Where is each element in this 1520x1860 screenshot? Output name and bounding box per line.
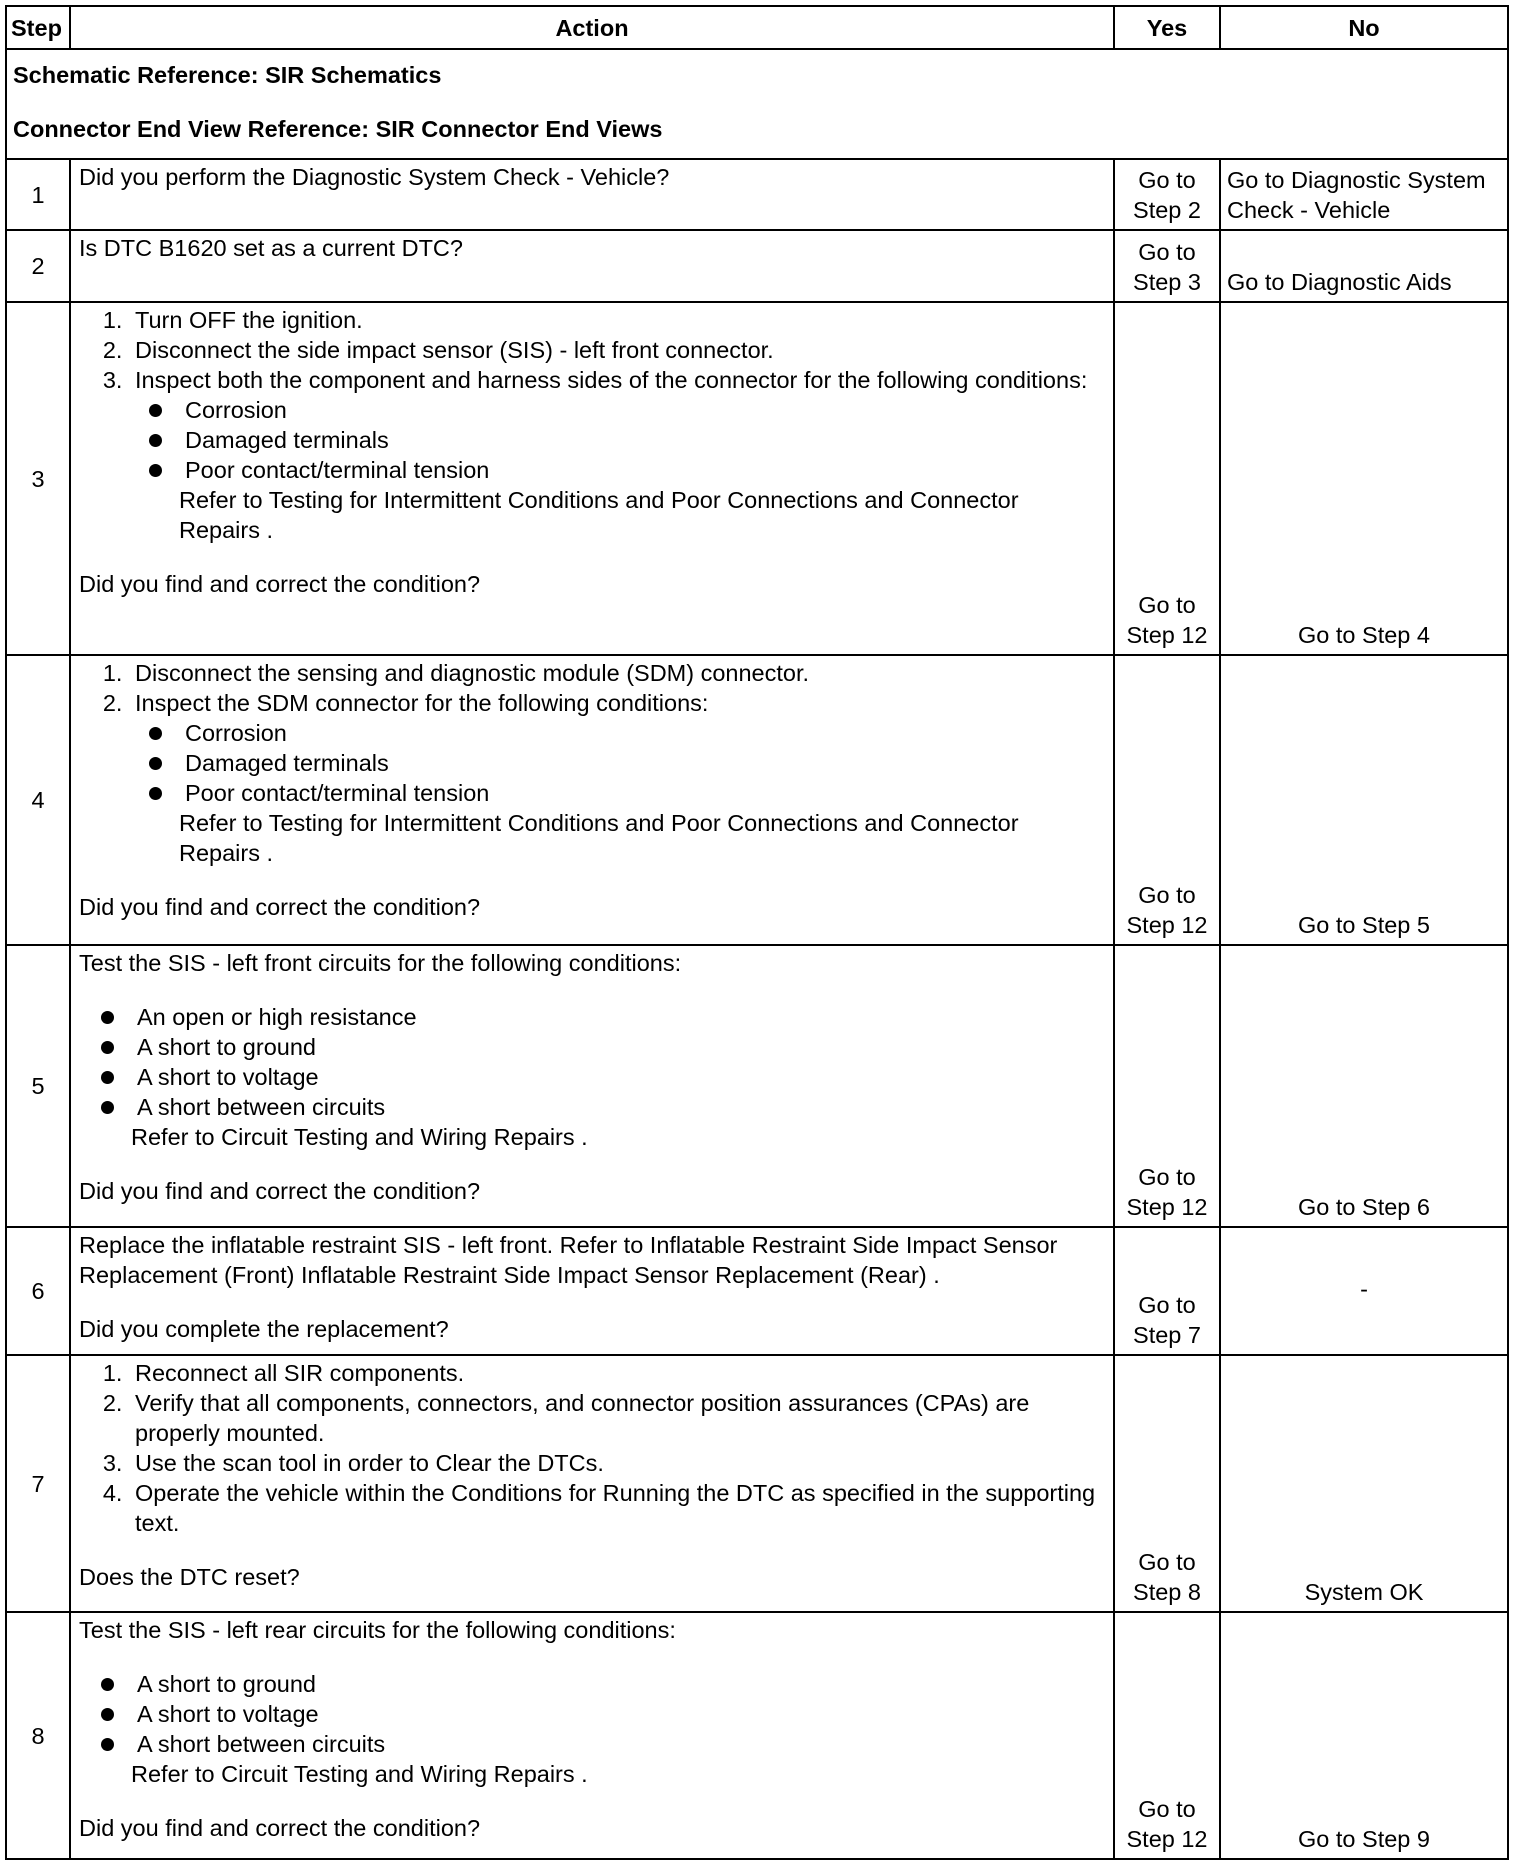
table-row [6, 1355, 1508, 1612]
header-step: Step [6, 6, 70, 49]
no-result: Go to Step 6 [1220, 945, 1508, 1227]
list-item: 4. Operate the vehicle within the Conditions for Running the DTC as specified in the supporting text. [129, 1478, 1105, 1538]
bullet-list [135, 395, 1105, 485]
bullet-item: Damaged terminals [179, 425, 1105, 455]
step-number: 5 [6, 945, 70, 1227]
list-item [129, 365, 1105, 545]
action-cell [70, 1612, 1114, 1859]
reference-cell [6, 49, 1508, 159]
action-cell [70, 1355, 1114, 1612]
intro-text: Test the SIS - left front circuits for the following conditions: [79, 950, 682, 976]
list-item: 1. Turn OFF the ignition. [129, 305, 1105, 335]
list-item [129, 688, 1105, 868]
refer-text: Refer to Circuit Testing and Wiring Repairs . [131, 1124, 588, 1150]
list-item: 1. Reconnect all SIR components. [129, 1358, 1105, 1388]
yes-result: Go to Step 12 [1114, 945, 1220, 1227]
header-no: No [1220, 6, 1508, 49]
header-row [6, 6, 1508, 49]
action-text: Is DTC B1620 set as a current DTC? [70, 230, 1114, 302]
schematic-reference: Schematic Reference: SIR Schematics [13, 62, 442, 88]
yes-result: Go to Step 8 [1114, 1355, 1220, 1612]
step-number: 8 [6, 1612, 70, 1859]
numbered-steps [79, 1358, 1105, 1538]
question-text: Did you find and correct the condition? [79, 1815, 481, 1841]
bullet-list [135, 718, 1105, 808]
bullet-item: A short to voltage [131, 1699, 1105, 1729]
diagnostic-table [5, 5, 1509, 1860]
question-text: Did you find and correct the condition? [79, 1178, 481, 1204]
bullet-item: A short to voltage [131, 1062, 1105, 1092]
question-text: Does the DTC reset? [79, 1564, 300, 1590]
table-row [6, 302, 1508, 655]
no-result: Go to Diagnostic Aids [1220, 230, 1508, 302]
action-text: Did you perform the Diagnostic System Check - Vehicle? [70, 159, 1114, 230]
yes-result: Go to Step 3 [1114, 230, 1220, 302]
step-number: 1 [6, 159, 70, 230]
action-cell [70, 1227, 1114, 1355]
numbered-steps [79, 658, 1105, 868]
table-row [6, 945, 1508, 1227]
no-result: Go to Step 4 [1220, 302, 1508, 655]
question-text: Did you find and correct the condition? [79, 571, 481, 597]
header-yes: Yes [1114, 6, 1220, 49]
refer-text: Refer to Testing for Intermittent Conditions and Poor Connections and Connector Repairs . [179, 810, 1019, 866]
numbered-steps [79, 305, 1105, 545]
action-cell [70, 945, 1114, 1227]
table-row [6, 1612, 1508, 1859]
intro-text: Replace the inflatable restraint SIS - left front. Refer to Inflatable Restraint Side Impact Sensor Replacement (Front) Inflatable Restraint Side Impact Sensor Replacement (Rear) . [79, 1232, 1058, 1288]
no-result: Go to Step 9 [1220, 1612, 1508, 1859]
step-number: 3 [6, 302, 70, 655]
list-item: 2. Disconnect the side impact sensor (SIS) - left front connector. [129, 335, 1105, 365]
no-result: - [1220, 1227, 1508, 1355]
list-item-text: Inspect both the component and harness sides of the connector for the following conditions: [135, 367, 1088, 393]
bullet-item: A short between circuits [131, 1729, 1105, 1759]
bullet-item: Damaged terminals [179, 748, 1105, 778]
bullet-item: Corrosion [179, 718, 1105, 748]
list-item: 1. Disconnect the sensing and diagnostic module (SDM) connector. [129, 658, 1105, 688]
header-action: Action [70, 6, 1114, 49]
step-number: 4 [6, 655, 70, 945]
yes-result: Go to Step 12 [1114, 655, 1220, 945]
step-number: 6 [6, 1227, 70, 1355]
step-number: 2 [6, 230, 70, 302]
list-item-text: Inspect the SDM connector for the following conditions: [135, 690, 709, 716]
list-item: 2. Verify that all components, connectors, and connector position assurances (CPAs) are properly mounted. [129, 1388, 1105, 1448]
bullet-item: A short to ground [131, 1032, 1105, 1062]
refer-text: Refer to Testing for Intermittent Conditions and Poor Connections and Connector Repairs . [179, 487, 1019, 543]
table-row [6, 1227, 1508, 1355]
question-text: Did you find and correct the condition? [79, 894, 481, 920]
intro-text: Test the SIS - left rear circuits for the following conditions: [79, 1617, 676, 1643]
bullet-list [79, 1002, 1105, 1122]
connector-reference: Connector End View Reference: SIR Connector End Views [13, 116, 663, 142]
yes-result: Go to Step 12 [1114, 1612, 1220, 1859]
table-row [6, 230, 1508, 302]
no-result: Go to Step 5 [1220, 655, 1508, 945]
bullet-item: An open or high resistance [131, 1002, 1105, 1032]
bullet-item: Poor contact/terminal tension [179, 455, 1105, 485]
bullet-item: Corrosion [179, 395, 1105, 425]
bullet-item: A short between circuits [131, 1092, 1105, 1122]
yes-result: Go to Step 2 [1114, 159, 1220, 230]
question-text: Did you complete the replacement? [79, 1316, 449, 1342]
step-number: 7 [6, 1355, 70, 1612]
no-result: System OK [1220, 1355, 1508, 1612]
bullet-item: Poor contact/terminal tension [179, 778, 1105, 808]
action-cell [70, 655, 1114, 945]
reference-row [6, 49, 1508, 159]
yes-result: Go to Step 7 [1114, 1227, 1220, 1355]
table-row [6, 159, 1508, 230]
refer-text: Refer to Circuit Testing and Wiring Repairs . [131, 1761, 588, 1787]
table-row [6, 655, 1508, 945]
bullet-item: A short to ground [131, 1669, 1105, 1699]
action-cell [70, 302, 1114, 655]
yes-result: Go to Step 12 [1114, 302, 1220, 655]
no-result: Go to Diagnostic System Check - Vehicle [1220, 159, 1508, 230]
list-item: 3. Use the scan tool in order to Clear the DTCs. [129, 1448, 1105, 1478]
bullet-list [79, 1669, 1105, 1759]
